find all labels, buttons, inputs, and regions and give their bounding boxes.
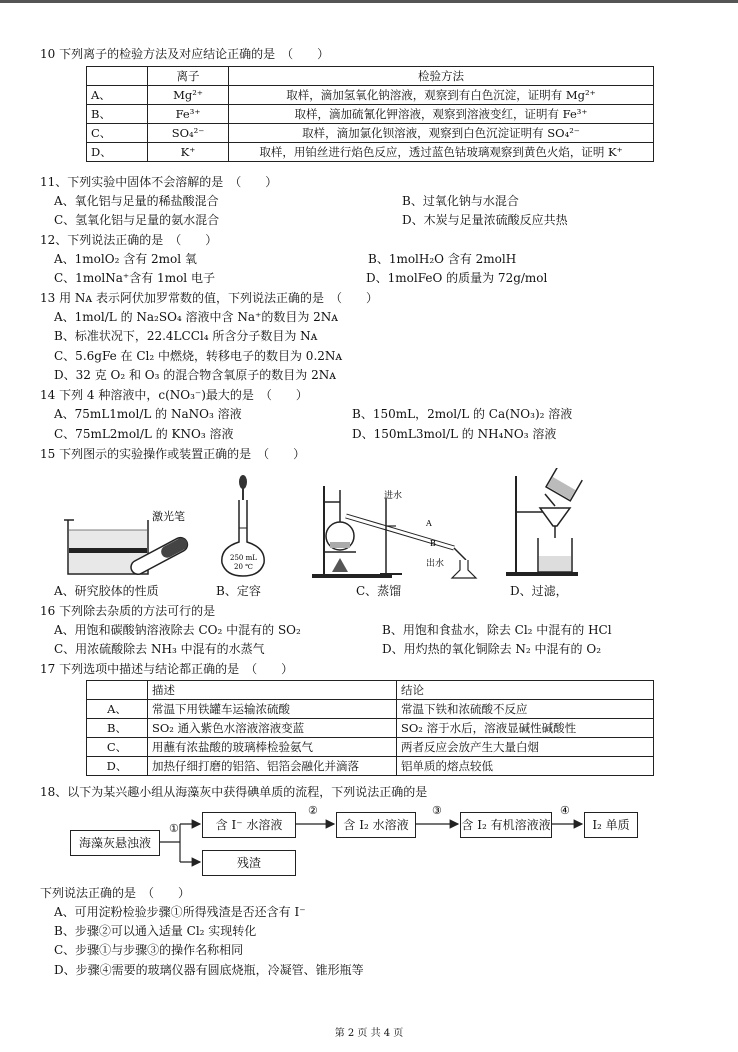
table-cell: 常温下用铁罐车运输浓硫酸 (148, 700, 397, 719)
q13-option-b: B、标准状况下，22.4LCCl₄ 所含分子数目为 Nᴀ (54, 329, 318, 343)
q14-option-a: A、75mL1mol/L 的 NaNO₃ 溶液 (54, 407, 242, 421)
table-row (87, 681, 654, 700)
table-cell: Mg²⁺ (148, 86, 229, 105)
q12-option-d: D、1molFeO 的质量为 72g/mol (366, 271, 548, 285)
q10-table (86, 66, 654, 162)
step-1-label: ① (169, 822, 179, 835)
flow-box-iodine-product: I₂ 单质 (584, 812, 638, 838)
step-3-label: ③ (432, 804, 442, 817)
table-cell: 铝单质的熔点较低 (397, 757, 654, 776)
q15-option-b: B、定容 (216, 584, 261, 598)
flow-box-iodide-solution: 含 I⁻ 水溶液 (202, 812, 296, 838)
table-cell: 取样，用铂丝进行焰色反应，透过蓝色钴玻璃观察到黄色火焰，证明 K⁺ (229, 143, 654, 162)
top-rule (0, 0, 738, 3)
q15-option-d: D、过滤， (510, 584, 568, 598)
q12-option-a: A、1molO₂ 含有 2mol 氧 (54, 252, 197, 266)
flask-volume-label: 250 mL (230, 554, 257, 562)
table-header: 离子 (148, 67, 229, 86)
filtration-figure (506, 468, 582, 576)
q13-option-c: C、5.6gFe 在 Cl₂ 中燃烧，转移电子的数目为 0.2Nᴀ (54, 349, 343, 363)
q12-option-c: C、1molNa⁺含有 1mol 电子 (54, 271, 215, 285)
point-a-label: A (426, 519, 432, 528)
q11-option-b: B、过氧化钠与水混合 (402, 194, 519, 208)
q18-option-d: D、步骤④需要的玻璃仪器有圆底烧瓶，冷凝管、锥形瓶等 (54, 963, 364, 977)
point-b-label: B (430, 539, 436, 548)
table-cell: B、 (87, 105, 148, 124)
q18-option-c: C、步骤①与步骤③的操作名称相同 (54, 943, 244, 957)
flow-box-suspension: 海藻灰悬浊液 (70, 830, 160, 856)
q14-title: 14 下列 4 种溶液中，c(NO₃⁻)最大的是 （ ） (40, 388, 308, 402)
table-cell: 取样，滴加氯化钡溶液，观察到白色沉淀证明有 SO₄²⁻ (229, 124, 654, 143)
q15-title: 15 下列图示的实验操作或装置正确的是 （ ） (40, 447, 306, 461)
table-cell: Fe³⁺ (148, 105, 229, 124)
table-cell: D、 (87, 143, 148, 162)
water-inlet-label: 进水 (384, 491, 403, 501)
table-row (87, 124, 654, 143)
water-outlet-label: 出水 (426, 559, 445, 569)
table-row (87, 719, 654, 738)
q14-option-b: B、150mL，2mol/L 的 Ca(NO₃)₂ 溶液 (352, 407, 573, 421)
q11-option-c: C、氢氧化铝与足量的氨水混合 (54, 213, 220, 227)
q16-option-b: B、用饱和食盐水，除去 Cl₂ 中混有的 HCl (382, 623, 612, 637)
flask-temp-label: 20 ℃ (234, 563, 253, 571)
q12-title: 12、下列说法正确的是 （ ） (40, 233, 218, 247)
table-cell: 常温下铁和浓硫酸不反应 (397, 700, 654, 719)
table-cell: A、 (87, 700, 148, 719)
q11-option-a: A、氧化铝与足量的稀盐酸混合 (54, 194, 219, 208)
q18-subtitle: 下列说法正确的是 （ ） (40, 886, 191, 900)
q15-option-c: C、蒸馏 (356, 584, 402, 598)
q16-title: 16 下列除去杂质的方法可行的是 (40, 604, 216, 618)
step-4-label: ④ (560, 804, 570, 817)
q11-option-d: D、木炭与足量浓硫酸反应共热 (402, 213, 568, 227)
q14-option-d: D、150mL3mol/L 的 NH₄NO₃ 溶液 (352, 427, 557, 441)
table-cell: C、 (87, 124, 148, 143)
flow-box-iodine-organic: 含 I₂ 有机溶液液 (460, 812, 552, 838)
table-cell: 加热仔细打磨的铝箔、铝箔会融化并滴落 (148, 757, 397, 776)
table-cell: 取样，滴加氢氧化钠溶液，观察到有白色沉淀，证明有 Mg²⁺ (229, 86, 654, 105)
q13-title: 13 用 Nᴀ 表示阿伏加罗常数的值，下列说法正确的是 （ ） (40, 291, 378, 305)
table-cell: K⁺ (148, 143, 229, 162)
q18-option-b: B、步骤②可以通入适量 Cl₂ 实现转化 (54, 924, 257, 938)
table-row (87, 738, 654, 757)
table-cell: C、 (87, 738, 148, 757)
q16-option-d: D、用灼热的氧化铜除去 N₂ 中混有的 O₂ (382, 642, 602, 656)
table-row (87, 757, 654, 776)
q18-title: 18、以下为某兴趣小组从海藻灰中获得碘单质的流程，下列说法正确的是 (40, 785, 428, 799)
table-cell: A、 (87, 86, 148, 105)
q15-option-a: A、研究胶体的性质 (54, 584, 159, 598)
table-cell: D、 (87, 757, 148, 776)
table-row (87, 67, 654, 86)
q10-title: 10 下列离子的检验方法及对应结论正确的是 （ ） (40, 47, 330, 61)
q13-option-d: D、32 克 O₂ 和 O₃ 的混合物含氧原子的数目为 2Nᴀ (54, 368, 336, 382)
q13-option-a: A、1mol/L 的 Na₂SO₄ 溶液中含 Na⁺的数目为 2Nᴀ (54, 310, 339, 324)
q16-option-a: A、用饱和碳酸钠溶液除去 CO₂ 中混有的 SO₂ (54, 623, 301, 637)
colloid-beaker-figure (64, 520, 190, 577)
table-cell: 两者反应会放产生大量白烟 (397, 738, 654, 757)
flow-box-residue: 残渣 (202, 850, 296, 876)
table-header: 检验方法 (229, 67, 654, 86)
q17-title: 17 下列选项中描述与结论都正确的是 （ ） (40, 662, 294, 676)
q17-table (86, 680, 654, 776)
table-row (87, 700, 654, 719)
flow-box-iodine-aqueous: 含 I₂ 水溶液 (336, 812, 416, 838)
step-2-label: ② (308, 804, 318, 817)
page-footer: 第 2 页 共 4 页 (334, 1028, 404, 1039)
table-header: 结论 (397, 681, 654, 700)
table-cell: SO₄²⁻ (148, 124, 229, 143)
q18-option-a: A、可用淀粉检验步骤①所得残渣是否还含有 I⁻ (54, 905, 306, 919)
table-row (87, 86, 654, 105)
table-row (87, 143, 654, 162)
table-header: 描述 (148, 681, 397, 700)
q15-apparatus-figures (40, 468, 660, 580)
table-cell: B、 (87, 719, 148, 738)
q12-option-b: B、1molH₂O 含有 2molH (368, 252, 517, 266)
q11-title: 11、下列实验中固体不会溶解的是 （ ） (40, 175, 278, 189)
q16-option-c: C、用浓硫酸除去 NH₃ 中混有的水蒸气 (54, 642, 265, 656)
laser-pen-label: 激光笔 (152, 510, 185, 523)
table-cell: SO₂ 通入紫色水溶液溶液变蓝 (148, 719, 397, 738)
q14-option-c: C、75mL2mol/L 的 KNO₃ 溶液 (54, 427, 234, 441)
table-cell: SO₂ 溶于水后，溶液显碱性碱酸性 (397, 719, 654, 738)
table-cell: 取样，滴加硫氰化钾溶液，观察到溶液变红，证明有 Fe³⁺ (229, 105, 654, 124)
table-cell: 用蘸有浓盐酸的玻璃棒检验氨气 (148, 738, 397, 757)
table-row (87, 105, 654, 124)
